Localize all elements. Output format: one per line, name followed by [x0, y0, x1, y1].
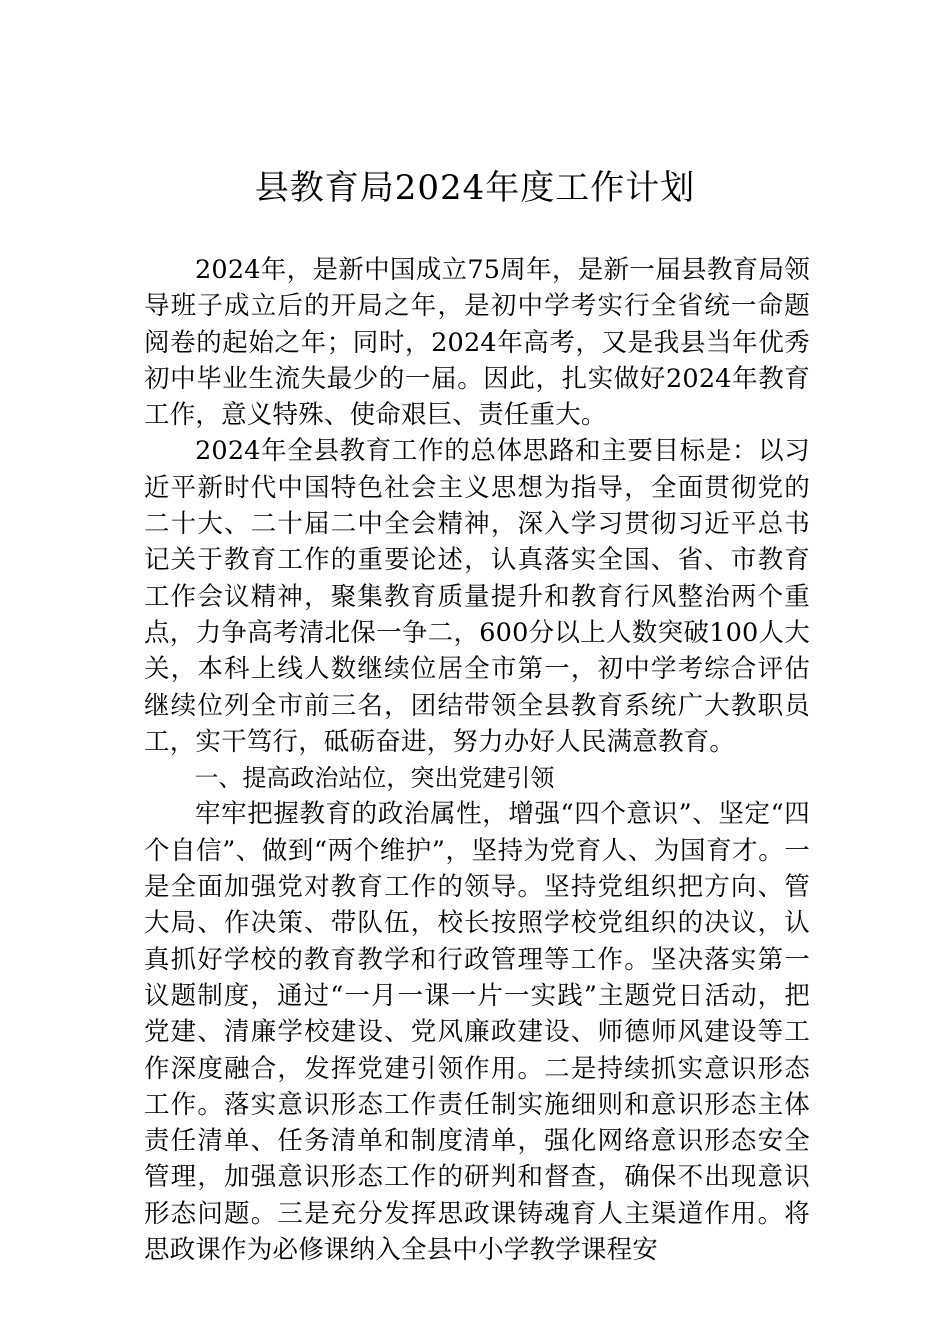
section-heading: 一、提高政治站位，突出党建引领 [194, 764, 555, 793]
paragraph-goals: 2024年全县教育工作的总体思路和主要目标是：以习近平新时代中国特色社会主义思想为指导，全面贯彻党的二十大、二十届二中全会精神，深入学习贯彻习近平总书记关于教育工作的重要论述，认真落实全国、省、市教育工作会议精神，聚集教育质量提升和教育行风整治两个重点，力争高考清北保一争二，600分以上人数突破100人大关，本科上线人数继续位居全市第一，初中学考综合评估继续位列全市前三名，团结带领全县教育系统广大教职员工，实干笃行，砥砺奋进，努力办好人民满意教育。 [144, 436, 810, 757]
paragraph-intro: 2024年，是新中国成立75周年，是新一届县教育局领导班子成立后的开局之年，是初中学考实行全省统一命题阅卷的起始之年；同时，2024年高考，又是我县当年优秀初中毕业生流失最少的一届。因此，扎实做好2024年教育工作，意义特殊、使命艰巨、责任重大。 [144, 255, 810, 431]
document-body [144, 252, 810, 1268]
document-title: 县教育局2024年度工作计划 [254, 168, 696, 208]
paragraph-section-one: 牢牢把握教育的政治属性，增强“四个意识”、坚定“四个自信”、做到“两个维护”，坚持为党育人、为国育才。一是全面加强党对教育工作的领导。坚持党组织把方向、管大局、作决策、带队伍，校长按照学校党组织的决议，认真抓好学校的教育教学和行政管理等工作。坚决落实第一议题制度，通过“一月一课一片一实践”主题党日活动，把党建、清廉学校建设、党风廉政建设、师德师风建设等工作深度融合，发挥党建引领作用。二是持续抓实意识形态工作。落实意识形态工作责任制实施细则和意识形态主体责任清单、任务清单和制度清单，强化网络意识形态安全管理，加强意识形态工作的研判和督查，确保不出现意识形态问题。三是充分发挥思政课铸魂育人主渠道作用。将思政课作为必修课纳入全县中小学教学课程安 [144, 799, 810, 1266]
